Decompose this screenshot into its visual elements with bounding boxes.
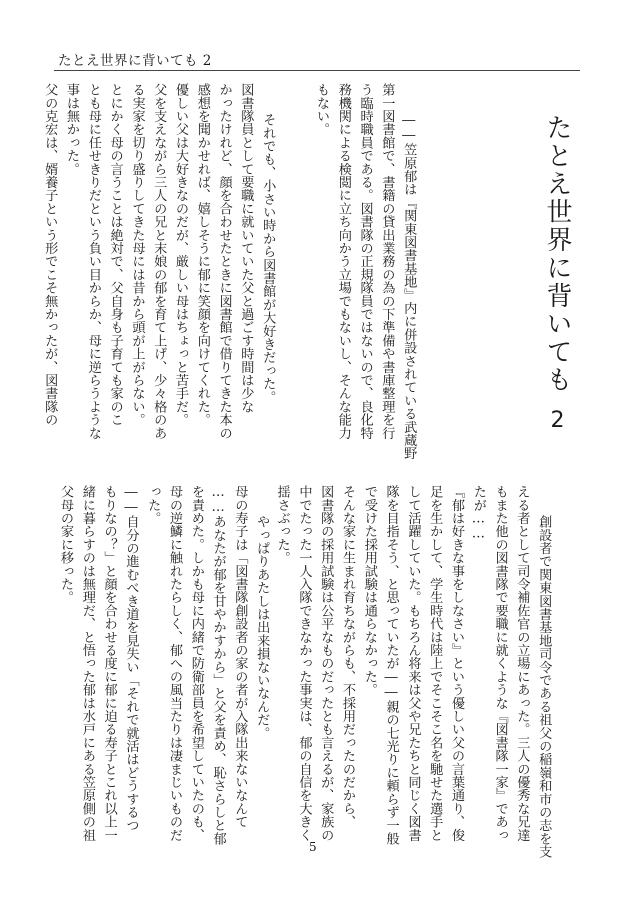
text-line: 父母の家に移った。 bbox=[58, 485, 74, 604]
text-line: 揺さぶった。 bbox=[274, 485, 290, 565]
lower-block-right bbox=[271, 485, 576, 859]
page-number: 5 bbox=[309, 840, 317, 854]
text-line: 隊を目指そう、と思っていたが――親の七光りに頼らず一般 bbox=[383, 485, 399, 845]
text-line: 図書隊の採用試験は公平なものだったとも言えるが、家族の bbox=[318, 485, 334, 842]
text-line: ――自分の進むべき道を見失い「それで就活はどうするつ bbox=[123, 485, 139, 832]
text-line: 務機関による検閲に立ち向かう立場でもないし、そんな能力 bbox=[335, 83, 351, 440]
text-line: 図書隊員として要職に就いていた父と過ごす時間は少な bbox=[238, 83, 254, 413]
text-line: 緒に暮らすのは無理だ、と悟った郁は水戸にある笠原側の祖 bbox=[79, 485, 95, 842]
text-line: とにかく母の言うことは絶対で、父自身も子育ても家のこ bbox=[107, 83, 123, 427]
text-line: を責めた。しかも母に内緒で防衛部員を希望していたのも、 bbox=[188, 485, 204, 842]
text-line: る実家を切り盛りしてきた母には昔から頭が上がらない。 bbox=[129, 83, 145, 427]
text-line: それでも、小さい時から図書館が大好きだった。 bbox=[260, 113, 276, 404]
text-line: 足を生かして、学生時代は陸上でそこそこ名を馳せた選手と bbox=[427, 485, 443, 842]
text-line: った。 bbox=[145, 485, 161, 525]
text-line: 事は無かった。 bbox=[64, 83, 80, 176]
text-line: う臨時職員である。図書隊の正規隊員ではないので、良化特 bbox=[357, 83, 373, 440]
text-line: たが…… bbox=[470, 485, 486, 542]
chapter-volume-number: 2 bbox=[545, 408, 570, 435]
upper-block-right bbox=[310, 83, 441, 460]
text-line: とも母に任せきりだという負い目からか、母に逆らうような bbox=[85, 83, 101, 440]
text-line: 中でたった一人入隊できなかった事実は、郁の自信を大きく bbox=[296, 485, 312, 842]
text-line: もまた他の図書隊で要職に就くような『図書隊一家』であっ bbox=[492, 485, 508, 842]
header-rule bbox=[54, 70, 580, 71]
text-line: もない。 bbox=[314, 83, 330, 136]
lower-block-left bbox=[54, 485, 294, 845]
text-line: ――笠原郁は『関東図書基地』内に併設されている武蔵野 bbox=[401, 113, 417, 460]
upper-block-left bbox=[38, 83, 300, 440]
text-line: 父の克宏は、婿養子という形でこそ無かったが、図書隊の bbox=[42, 83, 58, 427]
text-line: 創設者で関東図書基地司令である祖父の稲嶺和市の志を支 bbox=[536, 515, 552, 859]
text-line: える者として司令補佐官の立場にあった。三人の優秀な兄達 bbox=[514, 485, 530, 842]
text-line: かったけれど、顔を合わせたときに図書館で借りてきた本の bbox=[216, 83, 232, 440]
text-line: 母の逆鱗に触れたらしく、郁への風当たりは凄まじいものだ bbox=[167, 485, 183, 842]
text-line: そんな家に生まれ育ちながらも、不採用だったのだから、 bbox=[340, 485, 356, 829]
text-line: やっぱりあたしは出来損ないなんだ。 bbox=[254, 515, 270, 740]
chapter-title bbox=[539, 114, 576, 435]
text-line: 感想を聞かせれば、嬉しそうに郁に笑顔を向けてくれた。 bbox=[194, 83, 210, 427]
text-line: 母の寿子は「図書隊創設者の家の者が入隊出来ないなんて bbox=[232, 485, 248, 829]
text-line: もりなの？」と顔を合わせる度に郁に迫る寿子とこれ以上一 bbox=[101, 485, 117, 842]
text-line: 父を支えながら三人の兄と末娘の郁を育て上げ、少々格のあ bbox=[151, 83, 167, 440]
text-line: 第一図書館で、書籍の貸出業務の為の下準備や書庫整理を行 bbox=[379, 83, 395, 440]
chapter-title-text: たとえ世界に背いても bbox=[542, 114, 572, 394]
text-line: 優しい父は大好きなのだが、厳しい母はちょっと苦手だ。 bbox=[173, 83, 189, 427]
text-line: 『郁は好きな事をしなさい』という優しい父の言葉通り、俊 bbox=[449, 485, 465, 842]
running-header: たとえ世界に背いても 2 bbox=[58, 53, 212, 69]
text-line: ……あなたが郁を甘やかすから」と父を責め、恥さらしと郁 bbox=[210, 485, 226, 845]
text-line: で受けた採用試験は通らなかった。 bbox=[361, 485, 377, 697]
text-line: して活躍していた。もちろん将来は父や兄たちと同じく図書 bbox=[405, 485, 421, 842]
